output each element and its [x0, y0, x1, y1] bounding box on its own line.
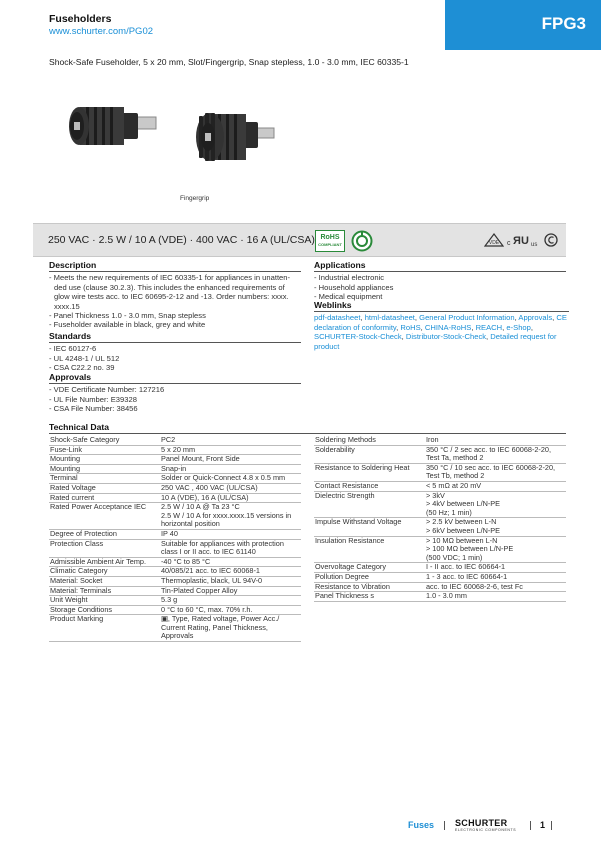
tech-data-value: Panel Mount, Front Side: [159, 455, 301, 465]
approval-item: - VDE Certificate Number: 127216: [49, 385, 165, 395]
tech-data-key: Resistance to Soldering Heat: [314, 463, 424, 481]
tech-data-key: Dielectric Strength: [314, 491, 424, 518]
tech-data-row: [314, 445, 566, 463]
csa-mark-icon: [544, 233, 558, 247]
applications-section: [314, 261, 566, 302]
tech-data-value: 2.5 W / 10 A @ Ta 23 °C 2.5 W / 10 A for xxxx.xxxx.15 versions in horizontal position: [159, 503, 301, 530]
vde-mark-icon: [484, 233, 504, 247]
product-subtitle: Shock-Safe Fuseholder, 5 x 20 mm, Slot/Fingergrip, Snap stepless, 1.0 - 3.0 mm, IEC 60335-1: [49, 57, 409, 67]
tech-data-key: Contact Resistance: [314, 481, 424, 491]
tech-data-value: Iron: [424, 436, 566, 445]
tech-data-value: > 10 MΩ between L-N > 100 MΩ between L/N-PE (500 VDC; 1 min): [424, 536, 566, 563]
weblink-reach[interactable]: REACH: [475, 322, 503, 332]
divider: [314, 311, 569, 312]
tech-data-value: 5 x 20 mm: [159, 445, 301, 455]
schurter-logo: SCHURTER: [455, 818, 508, 828]
tech-data-row: [314, 536, 566, 563]
rohs-sub-label: COMPLIANT: [318, 242, 342, 247]
tech-data-value: I - II acc. to IEC 60664-1: [424, 563, 566, 573]
tech-data-row: [314, 572, 566, 582]
svg-text:VDE: VDE: [488, 240, 500, 246]
tech-data-row: [314, 592, 566, 602]
description-line: - Meets the new requirements of IEC 60335-1 for appliances in unatten-: [49, 273, 291, 283]
rohs-label: RoHS: [320, 234, 340, 241]
tech-data-value: 350 °C / 2 sec acc. to IEC 60068-2-20, Test Ta, method 2: [424, 445, 566, 463]
technical-data-right-table: [314, 436, 566, 602]
tech-data-key: Admissible Ambient Air Temp.: [49, 557, 159, 567]
tech-data-value: Tin-Plated Copper Alloy: [159, 586, 301, 596]
tech-data-key: Resistance to Vibration: [314, 582, 424, 592]
tech-data-row: [49, 529, 301, 539]
standards-section: [49, 332, 301, 373]
tech-data-value: > 3kV > 4kV between L/N-PE (50 Hz; 1 min): [424, 491, 566, 518]
svg-text:U: U: [520, 235, 529, 247]
application-item: - Industrial electronic: [314, 273, 385, 283]
tech-data-key: Degree of Protection: [49, 529, 159, 539]
fuseholder-fingergrip-image: [190, 100, 280, 190]
tech-data-key: Storage Conditions: [49, 605, 159, 615]
tech-data-value: PC2: [159, 436, 301, 445]
header-blue-band: [445, 0, 601, 50]
tech-data-key: Rated current: [49, 493, 159, 503]
tech-data-key: Material: Socket: [49, 576, 159, 586]
page-header: [0, 0, 601, 50]
tech-data-key: Product Marking: [49, 615, 159, 642]
tech-data-row: [49, 455, 301, 465]
description-title: Description: [49, 260, 97, 270]
footer-separator: [551, 821, 552, 830]
weblink-eshop[interactable]: e-Shop: [506, 322, 531, 332]
category-url-link[interactable]: www.schurter.com/PG02: [49, 26, 154, 37]
product-category: Fuseholders: [49, 13, 112, 25]
approval-item: - UL File Number: E39328: [49, 394, 137, 404]
tech-data-key: Insulation Resistance: [314, 536, 424, 563]
weblink-ce-declaration[interactable]: CE declaration of conformity: [314, 313, 567, 332]
weblinks-title: Weblinks: [314, 300, 352, 310]
standards-title: Standards: [49, 331, 92, 341]
tech-data-key: Panel Thickness s: [314, 592, 424, 602]
weblink-general-info[interactable]: General Product Information: [419, 313, 515, 323]
applications-title: Applications: [314, 260, 366, 270]
schurter-logo-subtitle: ELECTRONIC COMPONENTS: [455, 828, 517, 832]
tech-data-value: 40/085/21 acc. to IEC 60068-1: [159, 567, 301, 577]
weblink-stock-check[interactable]: SCHURTER-Stock-Check: [314, 332, 402, 342]
tech-data-value: -40 °C to 85 °C: [159, 557, 301, 567]
tech-data-key: Terminal: [49, 474, 159, 484]
china-rohs-icon: [351, 230, 373, 252]
tech-data-key: Material: Terminals: [49, 586, 159, 596]
tech-data-key: Solderability: [314, 445, 424, 463]
weblink-approvals[interactable]: Approvals: [518, 313, 553, 323]
tech-data-value: > 2.5 kV between L-N > 6kV between L/N-PE: [424, 518, 566, 536]
divider: [49, 342, 301, 343]
weblink-pdf-datasheet[interactable]: pdf-datasheet: [314, 313, 361, 323]
certification-marks: [484, 233, 558, 250]
tech-data-value: 5.3 g: [159, 596, 301, 606]
tech-data-key: Mounting: [49, 464, 159, 474]
tech-data-key: Protection Class: [49, 539, 159, 557]
tech-data-row: [49, 596, 301, 606]
tech-data-value: Thermoplastic, black, UL 94V-0: [159, 576, 301, 586]
description-line: glow wire tests acc. to IEC 60695-2-12 and -13. Order numbers: xxxx.: [54, 292, 289, 302]
svg-text:Я: Я: [512, 235, 521, 247]
tech-data-value: acc. to IEC 60068-2-6, test Fc: [424, 582, 566, 592]
description-section: [49, 261, 301, 330]
tech-data-row: [314, 463, 566, 481]
description-line: - Fuseholder available in black, grey and white: [49, 320, 206, 330]
weblink-distributor-stock-check[interactable]: Distributor-Stock-Check: [405, 332, 487, 342]
product-code: FPG3: [541, 14, 586, 33]
weblink-detailed-request[interactable]: Detailed request for product: [314, 332, 557, 351]
fingergrip-caption: Fingergrip: [180, 195, 210, 202]
tech-data-row: [314, 491, 566, 518]
tech-data-value: Suitable for appliances with protection class I or II acc. to IEC 61140: [159, 539, 301, 557]
tech-data-value: Solder or Quick-Connect 4.8 x 0.5 mm: [159, 474, 301, 484]
tech-data-row: [314, 436, 566, 445]
tech-data-value: 10 A (VDE), 16 A (UL/CSA): [159, 493, 301, 503]
tech-data-key: Pollution Degree: [314, 572, 424, 582]
ul-recognized-icon: [507, 233, 541, 247]
application-item: - Household appliances: [314, 282, 394, 292]
weblink-rohs[interactable]: RoHS: [400, 322, 421, 332]
tech-data-key: Climatic Category: [49, 567, 159, 577]
ratings-bar: [33, 223, 566, 257]
page-number: 1: [540, 820, 546, 830]
description-line: ded use (clause 30.2.3). This includes the enhanced requirements of: [54, 282, 285, 292]
tech-data-key: Fuse-Link: [49, 445, 159, 455]
header-left: [49, 13, 153, 37]
svg-text:us: us: [530, 242, 538, 247]
footer-separator: [444, 821, 445, 830]
application-item: - Medical equipment: [314, 292, 383, 302]
ratings-text: 250 VAC · 2.5 W / 10 A (VDE) · 400 VAC · 16 A (UL/CSA): [48, 234, 315, 246]
technical-data-title: Technical Data: [49, 422, 566, 434]
divider: [49, 271, 301, 272]
standard-item: - UL 4248-1 / UL 512: [49, 353, 120, 363]
description-line: - Panel Thickness 1.0 - 3.0 mm, Snap stepless: [49, 311, 206, 321]
technical-data-left-table: [49, 436, 301, 642]
tech-data-value: 0 °C to 60 °C, max. 70% r.h.: [159, 605, 301, 615]
weblinks-list: pdf-datasheet, html-datasheet, General Product Information, Approvals, CE declaration of conformity, RoHS, CHINA-RoHS, REACH, e-Shop, SCHURTER-Stock-Check, Distributor-Stock-Check, Detailed request for product: [314, 313, 567, 351]
tech-data-key: Shock-Safe Category: [49, 436, 159, 445]
tech-data-key: Impulse Withstand Voltage: [314, 518, 424, 536]
page-footer: [0, 815, 601, 835]
tech-data-row: [49, 436, 301, 445]
tech-data-value: 1 - 3 acc. to IEC 60664-1: [424, 572, 566, 582]
svg-text:c: c: [506, 240, 511, 247]
tech-data-value: 1.0 - 3.0 mm: [424, 592, 566, 602]
approvals-section: [49, 373, 301, 414]
tech-data-row: [314, 518, 566, 536]
tech-data-row: [49, 567, 301, 577]
standard-item: - CSA C22.2 no. 39: [49, 363, 115, 373]
divider: [49, 383, 301, 384]
approval-item: - CSA File Number: 38456: [49, 404, 138, 414]
description-line: xxxx.15: [54, 301, 80, 311]
tech-data-value: 350 °C / 10 sec acc. to IEC 60068-2-20, Test Tb, method 2: [424, 463, 566, 481]
tech-data-row: [314, 563, 566, 573]
standard-item: - IEC 60127-6: [49, 344, 97, 354]
approvals-title: Approvals: [49, 372, 92, 382]
tech-data-key: Mounting: [49, 455, 159, 465]
tech-data-row: [49, 576, 301, 586]
footer-section-label: Fuses: [408, 820, 435, 830]
tech-data-key: Unit Weight: [49, 596, 159, 606]
tech-data-key: Soldering Methods: [314, 436, 424, 445]
tech-data-value: IP 40: [159, 529, 301, 539]
weblink-china-rohs[interactable]: CHINA-RoHS: [424, 322, 472, 332]
tech-data-key: Rated Power Acceptance IEC: [49, 503, 159, 530]
tech-data-value: 250 VAC , 400 VAC (UL/CSA): [159, 483, 301, 493]
fuseholder-slot-image: [62, 95, 162, 175]
footer-separator: [530, 821, 531, 830]
tech-data-row: [49, 539, 301, 557]
weblink-html-datasheet[interactable]: html-datasheet: [364, 313, 415, 323]
tech-data-row: [314, 481, 566, 491]
weblinks-section: [314, 301, 569, 351]
tech-data-value: Snap-in: [159, 464, 301, 474]
tech-data-row: [49, 483, 301, 493]
tech-data-value: ▣, Type, Rated voltage, Power Acc./ Current Rating, Panel Thickness, Approvals: [159, 615, 301, 642]
tech-data-key: Rated Voltage: [49, 483, 159, 493]
tech-data-row: [49, 503, 301, 530]
tech-data-value: < 5 mΩ at 20 mV: [424, 481, 566, 491]
tech-data-key: Overvoltage Category: [314, 563, 424, 573]
rohs-badge: [315, 230, 345, 252]
tech-data-row: [49, 615, 301, 642]
divider: [314, 271, 566, 272]
